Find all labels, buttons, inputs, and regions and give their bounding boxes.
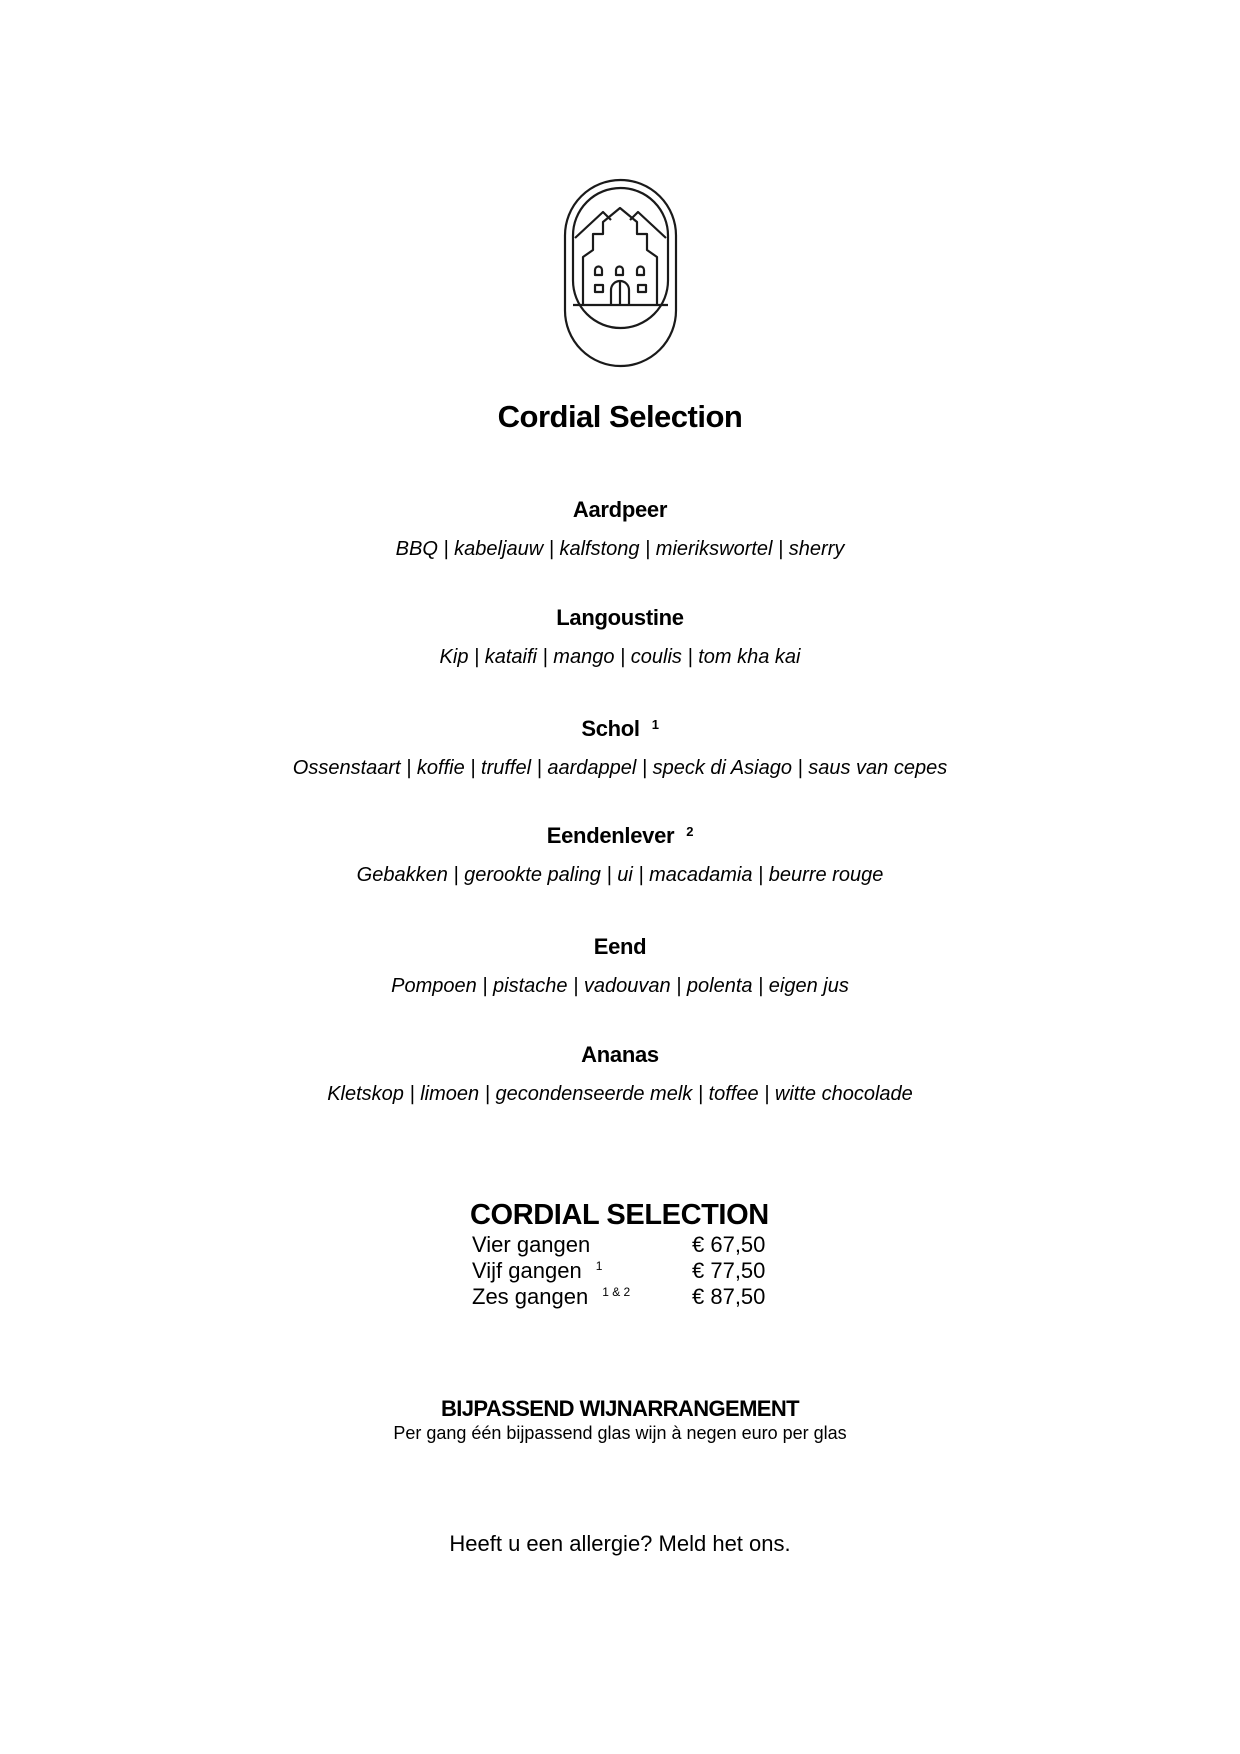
pricing-heading: CORDIAL SELECTION <box>470 1199 769 1231</box>
course-name: Langoustine <box>556 605 684 630</box>
course-item <box>0 1041 1240 1107</box>
wine-heading: BIJPASSEND WIJNARRANGEMENT <box>440 1396 800 1421</box>
course-name: Eendenlever $^2$ <box>546 823 694 848</box>
course-description: Kletskop | limoen | gecondenseerde melk | toffee | witte chocolade <box>327 1083 913 1105</box>
footnote-marker: 2 <box>686 824 694 839</box>
house-in-oval-icon <box>563 178 678 368</box>
course-item <box>0 496 1240 562</box>
course-description: BBQ | kabeljauw | kalfstong | mierikswortel | sherry <box>395 538 845 560</box>
price-label: Vier gangen <box>472 1232 591 1257</box>
footnote-marker: 1 <box>651 717 659 732</box>
course-description: Pompoen | pistache | vadouvan | polenta | eigen jus <box>391 975 849 997</box>
price-label: Vijf gangen $^1$ <box>472 1258 603 1283</box>
price-label: Zes gangen $^{1 \& 2}$ <box>472 1284 631 1309</box>
pricing-block <box>470 1198 775 1310</box>
course-item <box>0 933 1240 999</box>
footnote-marker: 1 & 2 <box>602 1285 631 1299</box>
course-name: Ananas <box>581 1042 659 1067</box>
course-item <box>0 715 1240 781</box>
course-item <box>0 604 1240 670</box>
wine-description: Per gang één bijpassend glas wijn à negen euro per glas <box>393 1423 847 1443</box>
price-amount: € 87,50 <box>692 1284 766 1309</box>
course-item <box>0 822 1240 888</box>
course-name: Eend <box>593 934 647 959</box>
price-row <box>470 1284 775 1310</box>
course-description: Ossenstaart | koffie | truffel | aardappel | speck di Asiago | saus van cepes <box>292 757 948 779</box>
course-name: Aardpeer <box>572 497 668 522</box>
course-name: Schol $^1$ <box>581 716 659 741</box>
price-row <box>470 1258 775 1284</box>
price-amount: € 67,50 <box>692 1232 766 1257</box>
wine-pairing <box>0 1396 1240 1444</box>
price-row <box>470 1232 775 1258</box>
price-amount: € 77,50 <box>692 1258 766 1283</box>
allergy-note: Heeft u een allergie? Meld het ons. <box>449 1531 791 1556</box>
course-description: Kip | kataifi | mango | coulis | tom kha kai <box>439 646 801 668</box>
menu-title: Cordial Selection <box>497 399 743 434</box>
course-description: Gebakken | gerookte paling | ui | macadamia | beurre rouge <box>356 864 884 886</box>
footnote-marker: 1 <box>595 1259 603 1273</box>
